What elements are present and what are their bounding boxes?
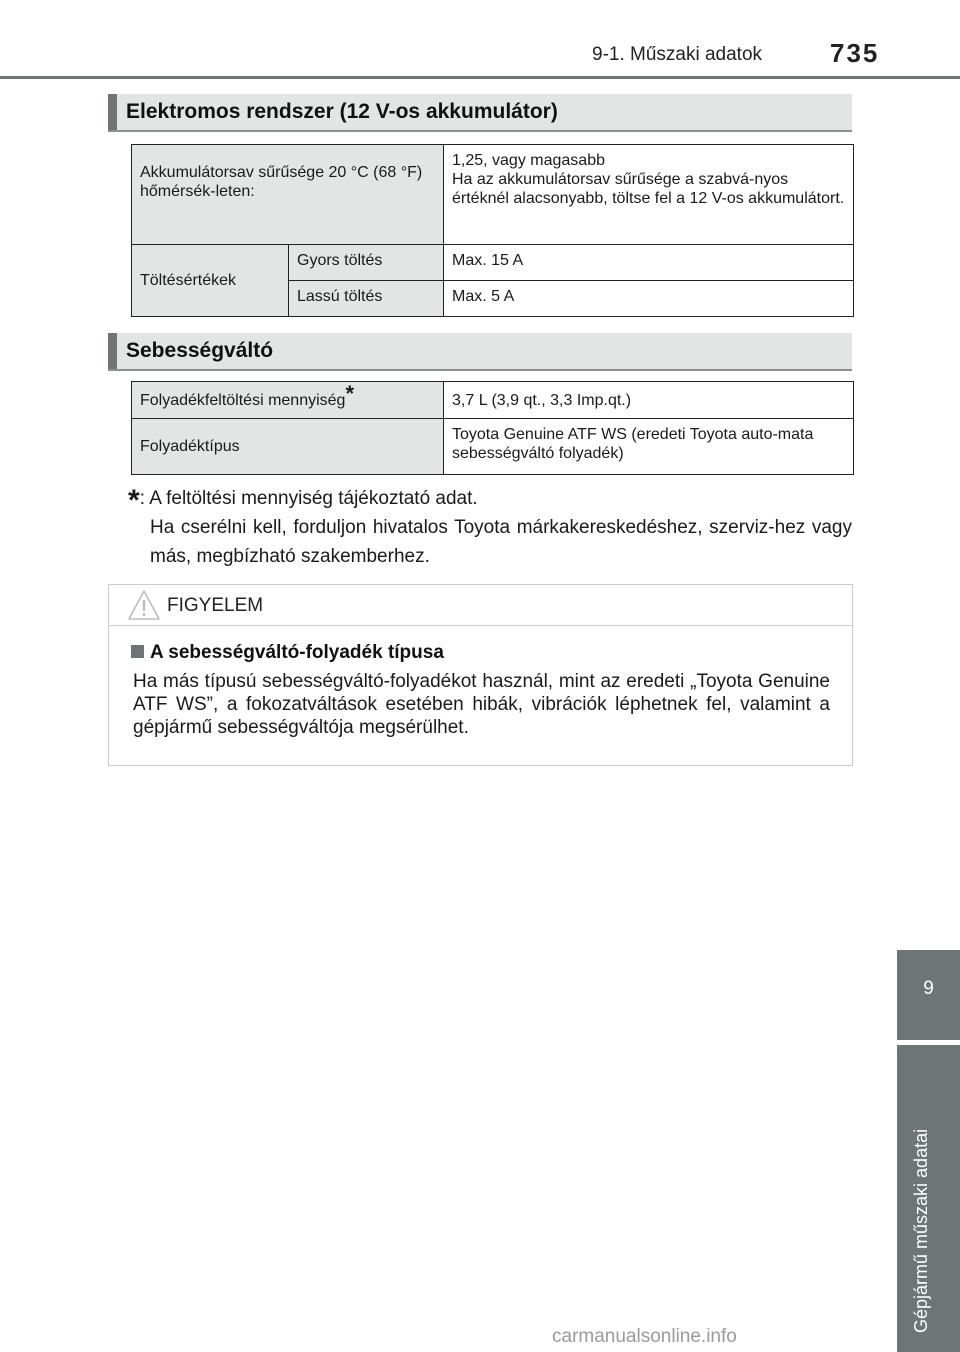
fluid-capacity-label-text: Folyadékfeltöltési mennyiség xyxy=(140,391,346,409)
footnote-star: * xyxy=(345,380,354,406)
section-title-electrical: Elektromos rendszer (12 V-os akkumulátor) xyxy=(126,100,558,123)
table-row xyxy=(132,382,854,419)
fluid-capacity-value: 3,7 L (3,9 qt., 3,3 Imp.qt.) xyxy=(444,382,854,419)
section-header-electrical xyxy=(108,94,852,132)
warning-body xyxy=(109,626,852,739)
charging-rates-label: Töltésértékek xyxy=(132,245,289,317)
page-number: 735 xyxy=(830,38,880,68)
electrical-spec-table xyxy=(131,144,854,317)
footnote-text-2: Ha cserélni kell, forduljon hivatalos Toyota márkakereskedéshez, szerviz-hez vagy más, megbízható szakemberhez. xyxy=(150,517,852,567)
battery-density-value xyxy=(444,145,854,245)
slow-charge-label: Lassú töltés xyxy=(289,281,444,317)
section-accent xyxy=(108,333,117,369)
warning-box xyxy=(108,584,853,766)
footnote-text-1: : A feltöltési mennyiség tájékoztató adat. xyxy=(139,488,478,509)
fluid-capacity-label xyxy=(132,382,444,419)
section-header-transmission xyxy=(108,333,852,371)
table-row xyxy=(132,145,854,245)
table-row xyxy=(132,245,854,281)
battery-density-min: 1,25, vagy magasabb xyxy=(452,152,605,169)
chapter-tab-label-block[interactable] xyxy=(897,1045,960,1352)
fast-charge-value: Max. 15 A xyxy=(444,245,854,281)
warning-title: FIGYELEM xyxy=(167,595,264,616)
header-divider xyxy=(0,76,960,79)
warning-triangle-icon xyxy=(127,589,161,621)
header-section-title: 9-1. Műszaki adatok xyxy=(592,44,763,65)
slow-charge-value: Max. 5 A xyxy=(444,281,854,317)
warning-subtitle-row xyxy=(131,642,830,664)
warning-header xyxy=(109,585,852,626)
battery-density-label: Akkumulátorsav sűrűsége 20 °C (68 °F) hőmérsék-leten: xyxy=(132,145,444,245)
fast-charge-label: Gyors töltés xyxy=(289,245,444,281)
table-row xyxy=(132,419,854,475)
chapter-label: Gépjármű műszaki adatai xyxy=(911,1128,931,1333)
square-bullet-icon xyxy=(131,645,144,658)
footnote-star: * xyxy=(128,484,140,517)
watermark: carmanualsonline.info xyxy=(552,1326,737,1347)
section-accent xyxy=(108,94,117,130)
fluid-type-value: Toyota Genuine ATF WS (eredeti Toyota auto-mata sebességváltó folyadék) xyxy=(444,419,854,475)
fluid-type-label: Folyadéktípus xyxy=(132,419,444,475)
battery-density-note: Ha az akkumulátorsav sűrűsége a szabvá-nyos értéknél alacsonyabb, töltse fel a 12 V-os akkumulátort. xyxy=(452,171,845,207)
chapter-number: 9 xyxy=(923,978,934,999)
chapter-tab-number-block[interactable] xyxy=(897,950,960,1040)
footnote xyxy=(128,484,852,571)
transmission-spec-table xyxy=(131,381,854,475)
footnote-line-1 xyxy=(128,484,852,517)
section-title-transmission: Sebességváltó xyxy=(126,339,274,362)
warning-text: Ha más típusú sebességváltó-folyadékot használ, mint az eredeti „Toyota Genuine ATF WS”, a fokozatváltások esetében hibák, vibrációk léphetnek fel, valamint a gépjármű sebességváltója megsérülhet. xyxy=(133,671,830,738)
warning-subtitle: A sebességváltó-folyadék típusa xyxy=(150,642,444,663)
